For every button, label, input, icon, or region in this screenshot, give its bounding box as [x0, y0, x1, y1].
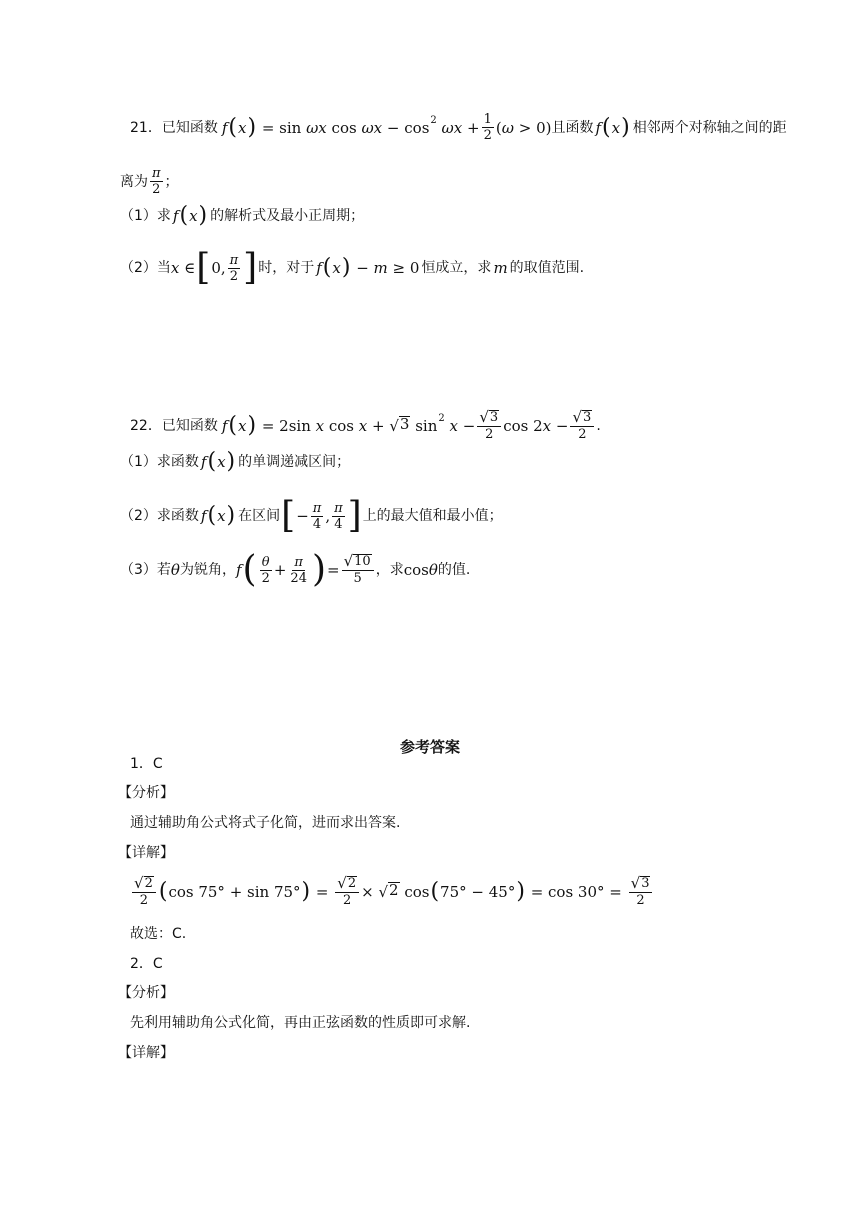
q22-sub1: （1）求函数 f ( x ) 的单调递减区间； [120, 449, 351, 474]
answers-heading: 参考答案 [399, 738, 460, 756]
q22-sub2-prefix: （2）求函数 [120, 508, 199, 524]
answer-1-result: 故选：C. [130, 926, 187, 942]
answer-2-fenxi-text: 先利用辅助角公式化简，再由正弦函数的性质即可求解. [130, 1015, 471, 1031]
q22-sub2-mid: 在区间 [238, 508, 281, 524]
q21-sub2: （2）当 x ∈ [ 0, $\frac{\pi}{2}$ ] 时，对于 f ( x ) − m ≥ 0 恒成立，求 m 的取值范围. [120, 247, 585, 288]
q21-line2-prefix: 离为 [120, 173, 148, 190]
answer-2-number: 2．C [130, 956, 163, 972]
q21-sub2-prefix: （2）当 [120, 260, 171, 276]
q22-sub3-tail: 的值. [437, 562, 471, 578]
q22-sub2-tail: 上的最大值和最小值； [362, 508, 503, 524]
answer-2-fenxi: 【分析】 [118, 985, 174, 1001]
answer-1-xiangjie: 【详解】 [118, 845, 174, 861]
q21-sub2-mid2: 恒成立，求 [421, 260, 492, 276]
q21-sub2-tail: 的取值范围. [509, 260, 585, 276]
q21-tail: 且函数 [551, 119, 594, 136]
q22-sub3-prefix: （3）若 [120, 562, 171, 578]
answer-1-number: 1．C [130, 756, 163, 772]
q21-sub2-mid: 时，对于 [258, 260, 315, 276]
q21-line2-suffix: ； [164, 173, 179, 190]
q21-intro: 已知函数 [161, 119, 218, 136]
q22-sub1-tail: 的单调递减区间； [238, 454, 351, 470]
q21-sub2-m: m [493, 259, 508, 277]
q22-line1 [130, 410, 601, 442]
q21-number: 21． [130, 119, 162, 136]
q22-sub2: （2）求函数 f ( x ) 在区间 [ − $\frac{\pi}{4}$ , $\frac{\pi}{4}$ ] 上的最大值和最小值； [120, 495, 503, 536]
q21-line2: 离为 $\frac{\pi}{2}$ ； [120, 166, 179, 197]
q22-sub3: （3）若 θ 为锐角， f ( $\frac{\theta}{2}$ + $\frac{\pi}{24}$ ) = √ 10 5 ，求 cos θ 的值. [120, 549, 471, 590]
answer-1-fenxi-text: 通过辅助角公式将式子化简，进而求出答案. [130, 815, 401, 831]
q22-sub3-mid: 为锐角， [179, 562, 236, 578]
q22-sub1-prefix: （1）求函数 [120, 454, 199, 470]
q21-formula: f ( x ) = sin ωx cos ωx − cos 2 ωx + $\frac{1}{2}$ ( ω > 0) [221, 112, 552, 143]
answer-2-xiangjie: 【详解】 [118, 1045, 174, 1061]
q21-sub1-tail: 的解析式及最小正周期； [210, 208, 365, 224]
answer-1-equation: √ 2 2 ( cos 75° + sin 75° ) = √ 2 2 × √ 2 cos ( 75° − 45° ) = cos 30° = √ 3 2 [130, 876, 654, 908]
q21-tail2: 相邻两个对称轴之间的距 [632, 119, 787, 136]
q22-intro: 已知函数 [161, 418, 218, 434]
q22-sub3-theta: θ [170, 561, 180, 579]
q22-end: . [596, 418, 601, 434]
q22-number: 22． [130, 418, 162, 434]
q21-sub1: （1）求 f ( x ) 的解析式及最小正周期； [120, 203, 365, 228]
q22-sub3-mid2: ，求 [375, 562, 404, 578]
answer-1-fenxi: 【分析】 [118, 785, 174, 801]
q22-formula: f ( x ) = 2sin x cos x + √ 3 sin 2 x − √ 3 2 cos 2 x − √ 3 2 [222, 410, 596, 442]
q21-sub1-label: （1）求 [120, 208, 171, 224]
q21-line1: 21． 已知函数 f ( x ) = sin ωx cos ωx − cos 2 ωx + $\frac{1}{2}$ ( ω > 0) 且函数 f ( x ) 相邻两个对称轴之间的距 [130, 112, 787, 143]
